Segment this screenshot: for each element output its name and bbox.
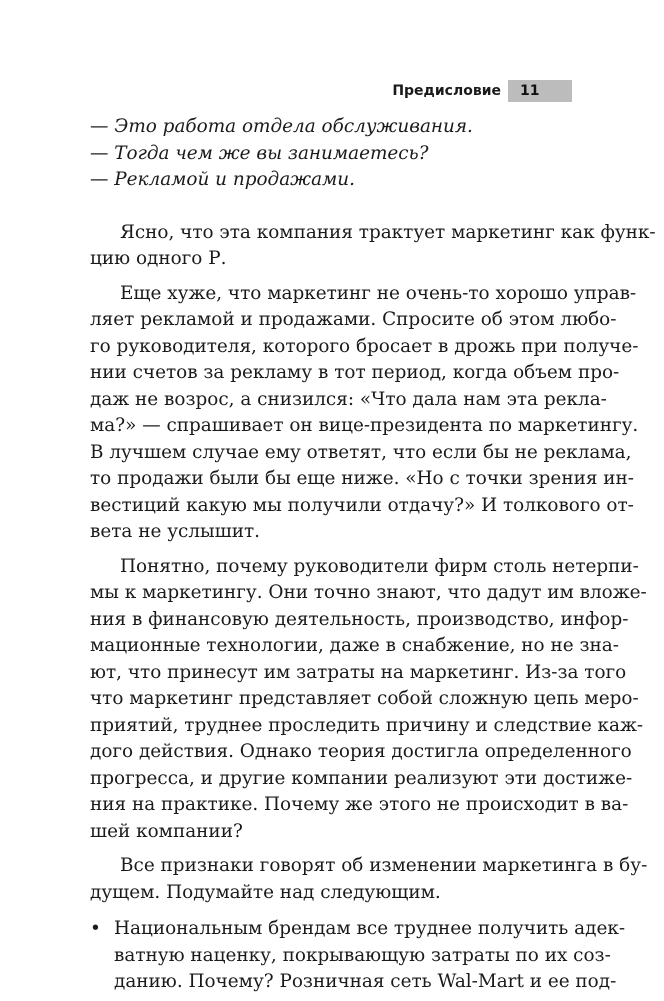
text-line: что маркетинг представляет собой сложную цепь меро- [90, 688, 639, 709]
text-line: ния на практике. Почему же этого не происходит в ва- [90, 794, 629, 815]
text-line: цию одного Р. [90, 248, 227, 269]
text-line: ватную наценку, покрывающую затраты по их соз- [114, 944, 611, 966]
text-line: Понятно, почему руководители фирм столь нетерпи- [120, 555, 639, 577]
text-line: ма?» — спрашивает он вице-президента по маркетингу. [90, 415, 639, 436]
dialogue-text: Это работа отдела обслуживания. [114, 116, 473, 137]
text-line: мы к маркетингу. Они точно знают, что дадут им вложе- [90, 582, 647, 603]
text-line: прогресса, и другие компании реализуют эти достиже- [90, 767, 633, 789]
text-line: то продажи были бы еще ниже. «Но с точки зрения ин- [90, 468, 635, 489]
text-line: дого действия. Однако теория достигла определенного [90, 741, 632, 762]
dialogue-block [90, 114, 550, 194]
text-line: данию. Почему? Розничная сеть Wal-Mart и ее под- [114, 971, 617, 992]
dialogue-dash: — [90, 116, 109, 137]
dialogue-line [90, 167, 550, 194]
text-line: Все признаки говорят об изменении маркетинга в бу- [120, 855, 648, 876]
text-line: вета не услышит. [90, 521, 261, 542]
paragraph [90, 554, 647, 846]
text-line: Еще хуже, что маркетинг не очень-то хорошо управ- [120, 282, 637, 304]
text-line: го руководителя, которого бросает в дрожь при получе- [90, 335, 639, 357]
text-line: Ясно, что эта компания трактует маркетинг как функ- [120, 221, 656, 243]
page-number: 11 [520, 83, 540, 99]
bullet-item [90, 916, 626, 996]
paragraph [90, 853, 648, 906]
paragraph [90, 281, 639, 546]
dialogue-line [90, 141, 550, 168]
paragraph [90, 220, 656, 273]
text-line: мационные технологии, даже в снабжение, но не зна- [90, 635, 619, 656]
dialogue-line [90, 114, 550, 141]
text-line: ния в финансовую деятельность, производство, инфор- [90, 608, 629, 630]
text-line: ляет рекламой и продажами. Спросите об этом любо- [90, 309, 617, 330]
text-line: Национальным брендам все труднее получить адек- [114, 918, 626, 939]
chapter-title: Предисловие [392, 83, 501, 99]
running-header [0, 80, 664, 102]
text-line: дущем. Подумайте над следующим. [90, 881, 441, 903]
text-line: вестиций какую мы получили отдачу?» И толкового от- [90, 494, 634, 516]
page-body [90, 114, 656, 996]
text-line: даж не возрос, а снизился: «Что дала нам эта рекла- [90, 388, 607, 410]
dialogue-text: Рекламой и продажами. [114, 169, 355, 190]
text-line: шей компании? [90, 820, 243, 842]
bullet-marker: • [90, 918, 101, 939]
dialogue-text: Тогда чем же вы занимаетесь? [114, 142, 429, 164]
text-line: В лучшем случае ему ответят, что если бы не реклама, [90, 441, 632, 463]
text-line: ют, что принесут им затраты на маркетинг. Из-за того [90, 661, 627, 683]
page-number-tab [508, 80, 572, 102]
text-line: нии счетов за рекламу в тот период, когда объем про- [90, 362, 620, 383]
text-line: приятий, труднее проследить причину и следствие каж- [90, 714, 644, 736]
dialogue-dash: — [90, 169, 109, 190]
dialogue-dash: — [90, 142, 109, 164]
